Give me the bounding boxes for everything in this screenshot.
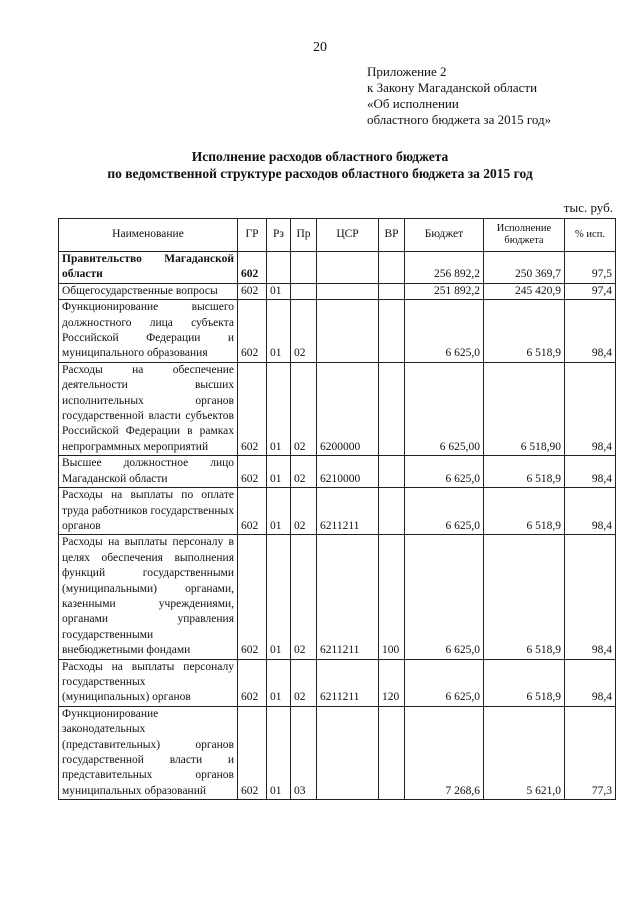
- column-header-budget: Бюджет: [405, 219, 484, 252]
- cell-vr: [379, 283, 405, 299]
- cell-execution: 250 369,7: [484, 252, 565, 284]
- cell-budget: 6 625,0: [405, 488, 484, 535]
- cell-rz: 01: [267, 659, 291, 706]
- cell-rz: 01: [267, 300, 291, 363]
- cell-name: Функционирование высшего должностного лица субъекта Российской Федерации и муниципального образования: [59, 300, 238, 363]
- cell-execution: 6 518,9: [484, 659, 565, 706]
- cell-vr: [379, 362, 405, 455]
- document-title: [0, 148, 640, 182]
- cell-gr: 602: [238, 456, 267, 488]
- appendix-line: к Закону Магаданской области: [367, 80, 538, 95]
- cell-vr: [379, 300, 405, 363]
- cell-gr: 602: [238, 488, 267, 535]
- appendix-line: Приложение 2: [367, 64, 447, 79]
- column-header-execution: Исполнение бюджета: [484, 219, 565, 252]
- column-header-csr: ЦСР: [317, 219, 379, 252]
- column-header-name: Наименование: [59, 219, 238, 252]
- cell-gr: 602: [238, 535, 267, 659]
- cell-gr: 602: [238, 706, 267, 799]
- cell-pr: 02: [291, 300, 317, 363]
- table-body: [59, 252, 616, 800]
- cell-csr: [317, 706, 379, 799]
- table-row: [59, 362, 616, 455]
- title-line: по ведомственной структуре расходов областного бюджета за 2015 год: [107, 166, 533, 181]
- cell-budget: 7 268,6: [405, 706, 484, 799]
- cell-name: Правительство Магаданской области: [59, 252, 238, 284]
- cell-percent: 98,4: [565, 488, 616, 535]
- table-row: [59, 535, 616, 659]
- cell-vr: 100: [379, 535, 405, 659]
- cell-budget: 6 625,0: [405, 456, 484, 488]
- cell-vr: 120: [379, 659, 405, 706]
- cell-percent: 98,4: [565, 300, 616, 363]
- table-row: [59, 659, 616, 706]
- cell-percent: 98,4: [565, 362, 616, 455]
- cell-name: Общегосударственные вопросы: [59, 283, 238, 299]
- cell-gr: 602: [238, 252, 267, 284]
- cell-pr: 02: [291, 362, 317, 455]
- cell-percent: 97,4: [565, 283, 616, 299]
- cell-csr: 6210000: [317, 456, 379, 488]
- page-number: 20: [313, 40, 327, 55]
- cell-csr: 6211211: [317, 488, 379, 535]
- title-line: Исполнение расходов областного бюджета: [191, 149, 449, 164]
- cell-percent: 98,4: [565, 659, 616, 706]
- cell-execution: 5 621,0: [484, 706, 565, 799]
- table-row: [59, 706, 616, 799]
- appendix-note: [367, 64, 551, 128]
- cell-budget: 6 625,0: [405, 659, 484, 706]
- cell-rz: 01: [267, 283, 291, 299]
- cell-vr: [379, 706, 405, 799]
- cell-name: Расходы на выплаты персоналу государственных (муниципальных) органов: [59, 659, 238, 706]
- cell-gr: 602: [238, 659, 267, 706]
- cell-pr: [291, 252, 317, 284]
- cell-budget: 6 625,00: [405, 362, 484, 455]
- cell-vr: [379, 456, 405, 488]
- cell-rz: 01: [267, 706, 291, 799]
- cell-execution: 6 518,9: [484, 300, 565, 363]
- cell-gr: 602: [238, 283, 267, 299]
- cell-csr: [317, 252, 379, 284]
- cell-budget: 251 892,2: [405, 283, 484, 299]
- table-row: [59, 252, 616, 284]
- cell-csr: [317, 283, 379, 299]
- cell-pr: 02: [291, 659, 317, 706]
- cell-csr: 6200000: [317, 362, 379, 455]
- column-header-vr: ВР: [379, 219, 405, 252]
- cell-name: Расходы на выплаты по оплате труда работников государственных органов: [59, 488, 238, 535]
- cell-budget: 6 625,0: [405, 535, 484, 659]
- cell-percent: 98,4: [565, 535, 616, 659]
- cell-gr: 602: [238, 300, 267, 363]
- column-header-gr: ГР: [238, 219, 267, 252]
- cell-name: Расходы на обеспечение деятельности высших исполнительных органов государственной власти субъектов Российской Федерации в рамках непрограммных мероприятий: [59, 362, 238, 455]
- cell-percent: 98,4: [565, 456, 616, 488]
- cell-pr: 02: [291, 535, 317, 659]
- cell-csr: [317, 300, 379, 363]
- cell-budget: 256 892,2: [405, 252, 484, 284]
- cell-execution: 6 518,90: [484, 362, 565, 455]
- cell-vr: [379, 488, 405, 535]
- table-row: [59, 300, 616, 363]
- cell-gr: 602: [238, 362, 267, 455]
- cell-execution: 6 518,9: [484, 456, 565, 488]
- cell-name: Функционирование законодательных (представительных) органов государственной власти и представительных органов муниципальных образований: [59, 706, 238, 799]
- cell-execution: 245 420,9: [484, 283, 565, 299]
- cell-name: Расходы на выплаты персоналу в целях обеспечения выполнения функций государственными (муниципальными) органами, казенными учреждениями, органами управления государственными внебюджетными фондами: [59, 535, 238, 659]
- table-row: [59, 456, 616, 488]
- cell-execution: 6 518,9: [484, 535, 565, 659]
- cell-pr: 02: [291, 456, 317, 488]
- table-row: [59, 283, 616, 299]
- cell-pr: 02: [291, 488, 317, 535]
- table-row: [59, 488, 616, 535]
- unit-label: тыс. руб.: [563, 200, 613, 215]
- cell-rz: 01: [267, 456, 291, 488]
- cell-rz: 01: [267, 362, 291, 455]
- column-header-pr: Пр: [291, 219, 317, 252]
- cell-rz: [267, 252, 291, 284]
- cell-csr: 6211211: [317, 535, 379, 659]
- appendix-line: «Об исполнении: [367, 96, 459, 111]
- cell-pr: 03: [291, 706, 317, 799]
- cell-rz: 01: [267, 488, 291, 535]
- column-header-rz: Рз: [267, 219, 291, 252]
- cell-vr: [379, 252, 405, 284]
- budget-table: [58, 218, 616, 800]
- table-header-row: [59, 219, 616, 252]
- appendix-line: областного бюджета за 2015 год»: [367, 112, 552, 127]
- cell-percent: 97,5: [565, 252, 616, 284]
- cell-percent: 77,3: [565, 706, 616, 799]
- cell-execution: 6 518,9: [484, 488, 565, 535]
- cell-name: Высшее должностное лицо Магаданской области: [59, 456, 238, 488]
- cell-budget: 6 625,0: [405, 300, 484, 363]
- cell-pr: [291, 283, 317, 299]
- column-header-percent: % исп.: [565, 219, 616, 252]
- cell-csr: 6211211: [317, 659, 379, 706]
- cell-rz: 01: [267, 535, 291, 659]
